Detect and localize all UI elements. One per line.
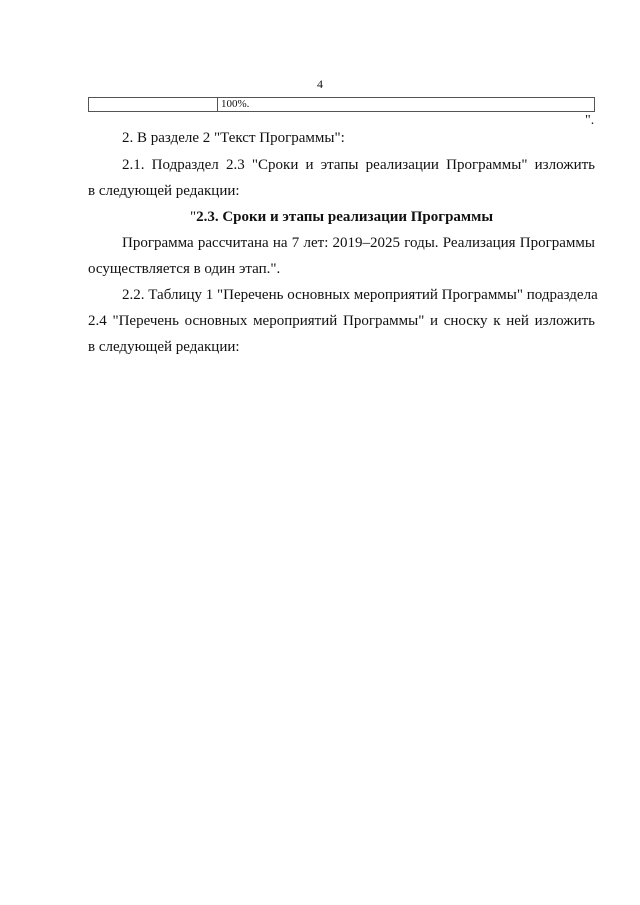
paragraph-2-2-line-1: 2.2. Таблицу 1 "Перечень основных мероприятий Программы" подраздела: [122, 287, 598, 303]
table-cell-value: 100%.: [218, 98, 595, 112]
paragraph-program-line-2: осуществляется в один этап.".: [88, 261, 281, 277]
paragraph-program-line-1: Программа рассчитана на 7 лет: 2019–2025 годы. Реализация Программы: [122, 235, 595, 251]
heading-text: 2.3. Сроки и этапы реализации Программы: [196, 209, 494, 225]
paragraph-2-1-line-2: в следующей редакции:: [88, 183, 240, 199]
table-row: [89, 98, 595, 112]
section-heading: [88, 207, 595, 227]
closing-quote-mark: ".: [585, 113, 595, 128]
paragraph-section-2: 2. В разделе 2 "Текст Программы":: [122, 130, 345, 146]
paragraph-2-2-line-3: в следующей редакции:: [88, 339, 240, 355]
paragraph-2-2-line-2: 2.4 "Перечень основных мероприятий Программы" и сноску к ней изложить: [88, 313, 595, 329]
paragraph-2-1-line-1: 2.1. Подраздел 2.3 "Сроки и этапы реализации Программы" изложить: [122, 157, 595, 173]
heading-open-quote: ": [189, 209, 197, 225]
table-fragment: [88, 97, 595, 112]
table-cell-empty: [89, 98, 218, 112]
page-number: 4: [317, 77, 323, 91]
